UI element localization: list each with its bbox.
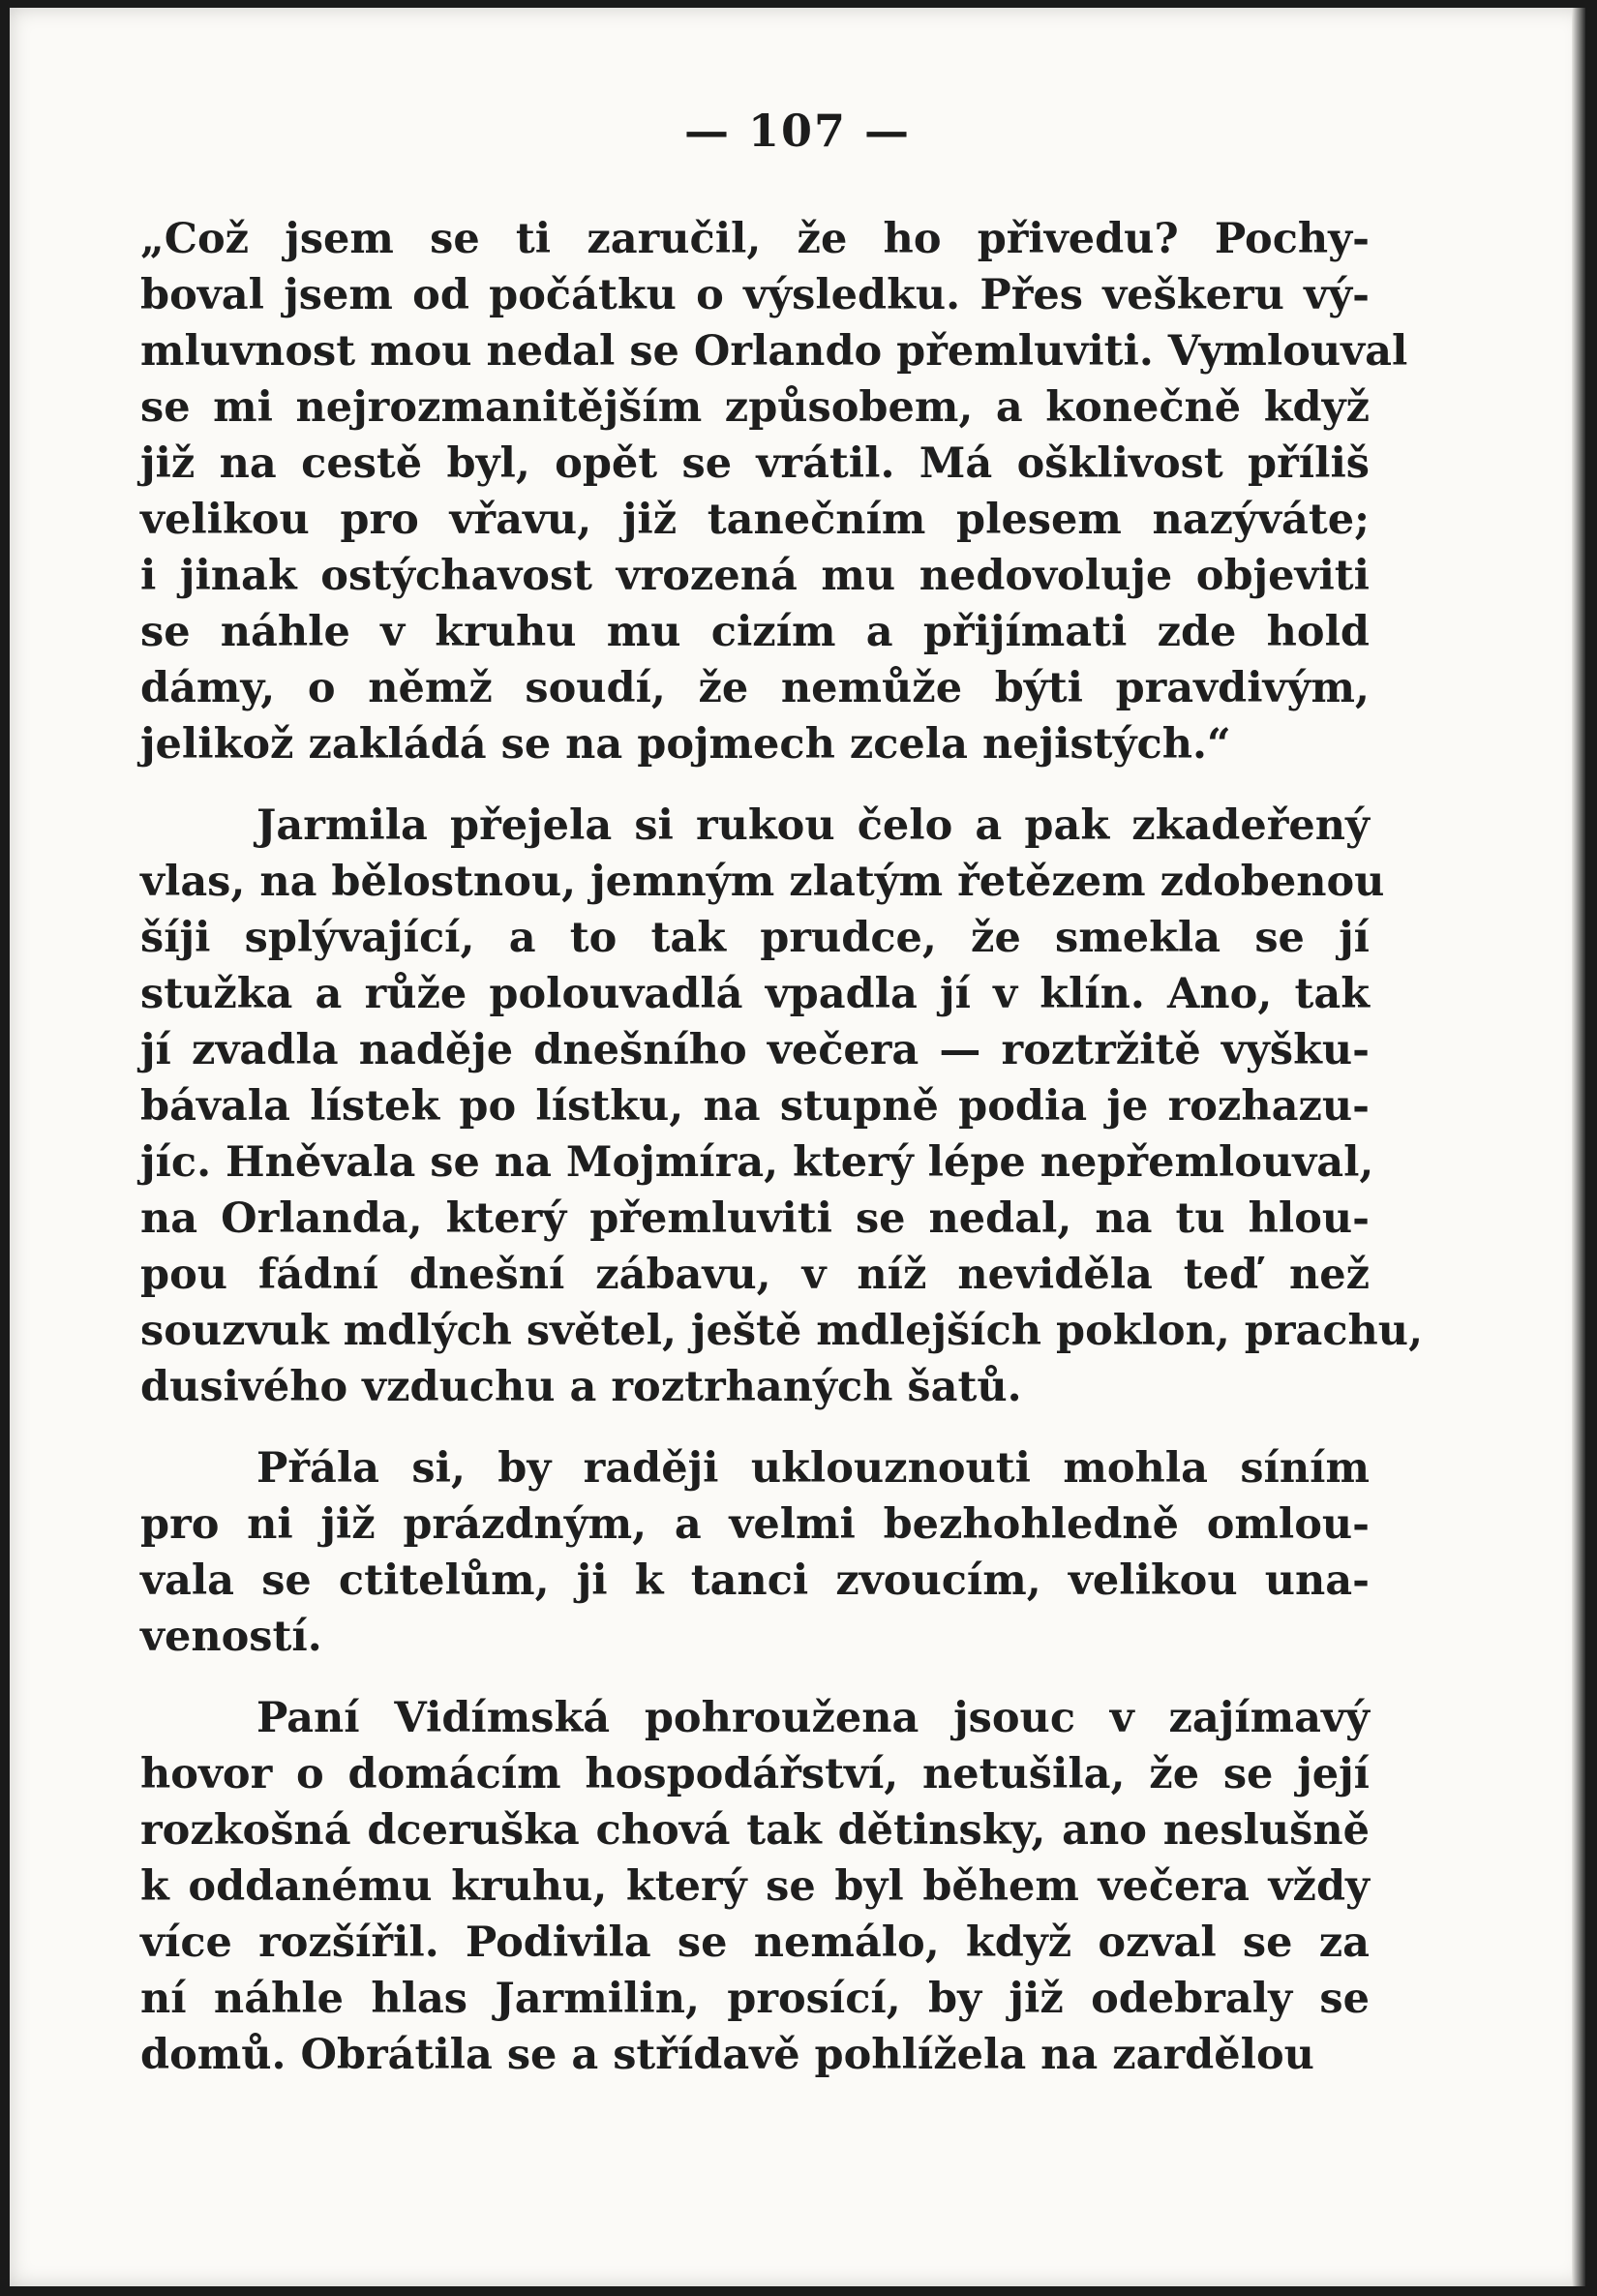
text-line: Paní Vidímská pohroužena jsouc v zajímavý	[256, 1694, 1370, 1742]
text-line: se mi nejrozmanitějším způsobem, a konečně když	[140, 383, 1370, 432]
text-line: domů. Obrátila se a střídavě pohlížela na zardělou	[140, 2031, 1314, 2079]
paragraph-4	[140, 1690, 1370, 2083]
paragraph-2	[140, 798, 1424, 1415]
body-text	[140, 211, 1424, 2083]
text-line: Jarmila přejela si rukou čelo a pak zkadeřený	[256, 801, 1370, 850]
text-line: pou fádní dnešní zábavu, v níž neviděla teď než	[140, 1251, 1370, 1299]
text-line: hovor o domácím hospodářství, netušila, že se její	[140, 1750, 1370, 1798]
text-line: šíji splývající, a to tak prudce, že smekla se jí	[140, 914, 1370, 962]
text-line: pro ni již prázdným, a velmi bezhohledně omlou-	[140, 1500, 1370, 1549]
text-line: souzvuk mdlých světel, ještě mdlejších poklon, prachu,	[140, 1307, 1424, 1355]
text-line: na Orlanda, který přemluviti se nedal, na tu hlou-	[140, 1194, 1370, 1243]
paragraph-gap	[140, 1415, 1370, 1440]
text-line: rozkošná dceruška chová tak dětinsky, ano neslušně	[140, 1806, 1370, 1855]
text-line: boval jsem od počátku o výsledku. Přes veškeru vý-	[140, 271, 1370, 319]
paragraph-1	[140, 211, 1408, 772]
text-line: jí zvadla naděje dnešního večera — roztržitě vyšku-	[140, 1026, 1370, 1074]
text-line: dusivého vzduchu a roztrhaných šatů.	[140, 1363, 1022, 1411]
text-line: ní náhle hlas Jarmilin, prosící, by již odebraly se	[140, 1975, 1370, 2023]
text-line: více rozšířil. Podivila se nemálo, když ozval se za	[140, 1918, 1370, 1967]
text-line: jelikož zakládá se na pojmech zcela nejistých.“	[140, 720, 1231, 769]
text-line: se náhle v kruhu mu cizím a přijímati zde hold	[140, 608, 1370, 656]
text-line: i jinak ostýchavost vrozená mu nedovoluje objeviti	[140, 552, 1370, 600]
text-line: velikou pro vřavu, již tanečním plesem nazýváte;	[140, 496, 1370, 544]
page-edge-shadow	[1572, 8, 1585, 2286]
text-line: jíc. Hněvala se na Mojmíra, který lépe nepřemlouval,	[140, 1138, 1374, 1187]
paragraph-gap	[140, 772, 1370, 798]
scanned-page	[10, 8, 1585, 2286]
text-line: dámy, o němž soudí, že nemůže býti pravdivým,	[140, 664, 1370, 712]
text-line: k oddanému kruhu, který se byl během večera vždy	[140, 1862, 1370, 1911]
paragraph-gap	[140, 1665, 1370, 1690]
text-line: vlas, na bělostnou, jemným zlatým řetězem zdobenou	[140, 858, 1385, 906]
text-line: „Což jsem se ti zaručil, že ho přivedu? Pochy-	[140, 215, 1370, 263]
text-line: stužka a růže polouvadlá vpadla jí v klín. Ano, tak	[140, 970, 1370, 1018]
text-line: bávala lístek po lístku, na stupně podia je rozhazu-	[140, 1082, 1370, 1131]
text-line: již na cestě byl, opět se vrátil. Má ošklivost příliš	[140, 439, 1370, 488]
page-number: — 107 —	[683, 105, 912, 157]
text-line: vala se ctitelům, ji k tanci zvoucím, velikou una-	[140, 1556, 1370, 1605]
paragraph-3	[140, 1440, 1370, 1665]
text-line: veností.	[140, 1613, 322, 1661]
text-line: mluvnost mou nedal se Orlando přemluviti. Vymlouval	[140, 327, 1408, 376]
text-line: Přála si, by raději uklouznouti mohla síním	[256, 1444, 1370, 1493]
